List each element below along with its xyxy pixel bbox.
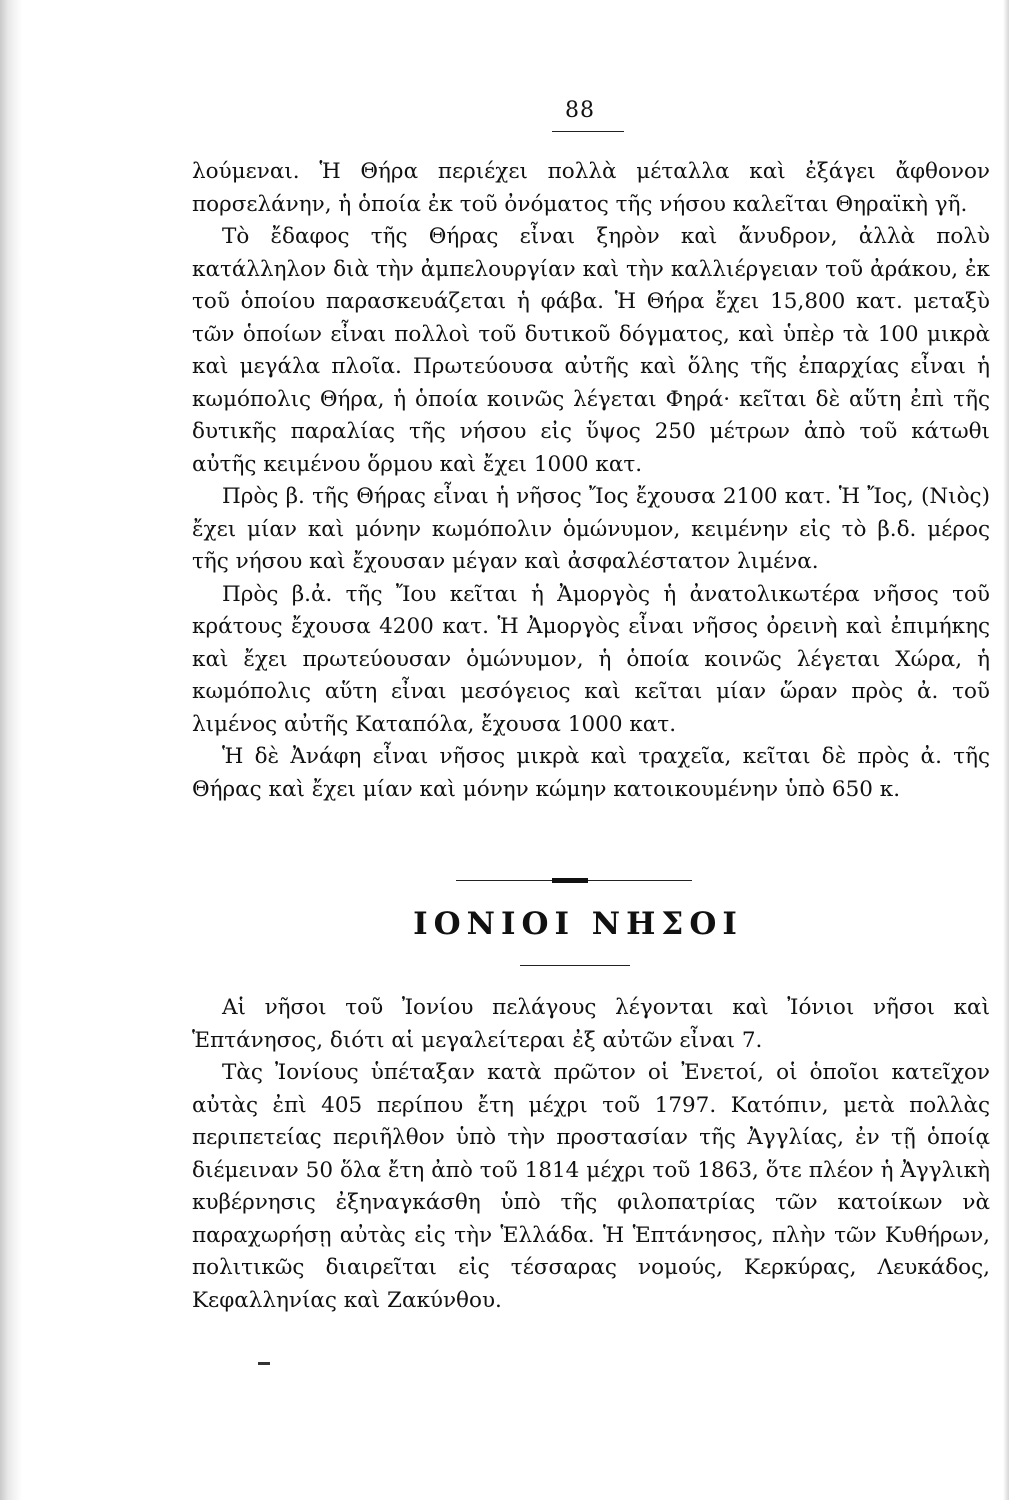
paragraph-thera-continued: λούμεναι. Ἡ Θήρα περιέχει πολλὰ μέταλλα καὶ ἐξάγει ἄφθονον πορσελάνην, ἡ ὁποία ἐκ τοῦ ὀνόματος τῆς νήσου καλεῖται Θηραϊκὴ γῆ. <box>192 159 990 217</box>
paragraph-thera-soil: Τὸ ἔδαφος τῆς Θήρας εἶναι ξηρὸν καὶ ἄνυδρον, ἀλλὰ πολὺ κατάλληλον διὰ τὴν ἀμπελουργίαν καὶ τὴν καλλιέργειαν τοῦ ἀράκου, ἐκ τοῦ ὁποίου παρασκευάζεται ἡ φάβα. Ἡ Θήρα ἔχει 15,800 κατ. μεταξὺ τῶν ὁποίων εἶναι πολλοὶ τοῦ δυτικοῦ δόγματος, καὶ ὑπὲρ τὰ 100 μικρὰ καὶ μεγάλα πλοῖα. Πρωτεύουσα αὐτῆς καὶ ὅλης τῆς ἐπαρχίας εἶναι ἡ κωμόπολις Θήρα, ἡ ὁποία κοινῶς λέγεται Φηρά· κεῖται δὲ αὕτη ἐπὶ τῆς δυτικῆς παραλίας τῆς νήσου εἰς ὕψος 250 μέτρων ἀπὸ τοῦ κάτωθι αὐτῆς κειμένου ὅρμου καὶ ἔχει 1000 κατ. <box>192 224 990 477</box>
section-heading: ΙΟΝΙΟΙ ΝΗΣΟΙ <box>413 906 743 942</box>
page-number-rule <box>552 131 624 132</box>
paragraph-ionian-history: Τὰς Ἰονίους ὑπέταξαν κατὰ πρῶτον οἱ Ἐνετοί, οἱ ὁποῖοι κατεῖχον αὐτὰς ἐπὶ 405 περίπου ἔτη μέχρι τοῦ 1797. Κατόπιν, μετὰ πολλὰς περιπετείας περιῆλθον ὑπὸ τὴν προστασίαν τῆς Ἀγγλίας, ἐν τῇ ὁποίᾳ διέμειναν 50 ὅλα ἔτη ἀπὸ τοῦ 1814 μέχρι τοῦ 1863, ὅτε πλέον ἡ Ἀγγλικὴ κυβέρνησις ἐξηναγκάσθη ὑπὸ τῆς φιλοπατρίας τῶν κατοίκων νὰ παραχωρήσῃ αὐτὰς εἰς τὴν Ἑλλάδα. Ἡ Ἑπτάνησος, πλὴν τῶν Κυθήρων, πολιτικῶς διαιρεῖται εἰς τέσσαρας νομούς, Κερκύρας, Λευκάδος, Κεφαλληνίας καὶ Ζακύνθου. <box>192 1060 990 1313</box>
heading-rule <box>520 965 630 966</box>
stray-ink-mark <box>258 1362 270 1365</box>
paragraph-ionian-intro: Αἱ νῆσοι τοῦ Ἰονίου πελάγους λέγονται καὶ Ἰόνιοι νῆσοι καὶ Ἑπτάνησος, διότι αἱ μεγαλείτεραι ἐξ αὐτῶν εἶναι 7. <box>192 995 990 1053</box>
top-text-block <box>192 156 990 806</box>
page-edge-right <box>1003 0 1009 1500</box>
page-edge-shadow <box>0 0 22 1500</box>
section-separator-center <box>552 878 588 883</box>
page-number: 88 <box>565 98 595 123</box>
bottom-text-block <box>192 992 990 1317</box>
paragraph-amorgos: Πρὸς β.ἀ. τῆς Ἴου κεῖται ἡ Ἀμοργὸς ἡ ἀνατολικωτέρα νῆσος τοῦ κράτους ἔχουσα 4200 κατ. Ἡ Ἀμοργὸς εἶναι νῆσος ὀρεινὴ καὶ ἐπιμήκης καὶ ἔχει πρωτεύουσαν ὁμώνυμον, ἡ ὁποία κοινῶς λέγεται Χώρα, ἡ κωμόπολις αὕτη εἶναι μεσόγειος καὶ κεῖται μίαν ὥραν πρὸς ἀ. τοῦ λιμένος αὐτῆς Καταπόλα, ἔχουσα 1000 κατ. <box>192 581 990 737</box>
paragraph-anafi: Ἡ δὲ Ἀνάφη εἶναι νῆσος μικρὰ καὶ τραχεῖα, κεῖται δὲ πρὸς ἀ. τῆς Θήρας καὶ ἔχει μίαν καὶ μόνην κώμην κατοικουμένην ὑπὸ 650 κ. <box>192 744 990 802</box>
paragraph-ios: Πρὸς β. τῆς Θήρας εἶναι ἡ νῆσος Ἴος ἔχουσα 2100 κατ. Ἡ Ἴος, (Νιὸς) ἔχει μίαν καὶ μόνην κωμόπολιν ὁμώνυμον, κειμένην εἰς τὸ β.δ. μέρος τῆς νήσου καὶ ἔχουσαν μέγαν καὶ ἀσφαλέστατον λιμένα. <box>192 484 990 574</box>
